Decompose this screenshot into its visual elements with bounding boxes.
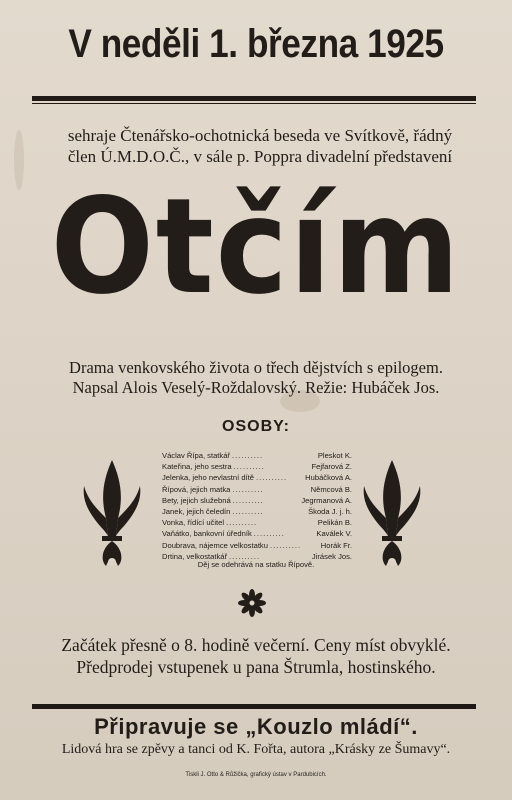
setting-note: Děj se odehrává na statku Řípově. xyxy=(197,560,315,569)
upcoming-play: Připravuje se „Kouzlo mládí“. xyxy=(94,714,418,739)
cast-role: Doubrava, nájemce velkostatku xyxy=(162,540,268,550)
cast-row: Vaňátko, bankovní úředník .......... Kaválek V. xyxy=(162,529,352,539)
subtitle-line-1: Drama venkovského života o třech dějstvích s epilogem. xyxy=(69,358,443,377)
star-flower-icon xyxy=(238,589,266,617)
cast-actor: Horák Fr. xyxy=(320,540,352,550)
cast-actor: Kaválek V. xyxy=(316,529,352,539)
divider-rule-top-thin xyxy=(32,103,476,104)
cast-row: Doubrava, nájemce velkostatku .......... Horák Fr. xyxy=(162,540,352,550)
cast-role: Vaňátko, bankovní úředník xyxy=(162,529,252,539)
cast-row: Drtina, velkostatkář .......... Jirásek Jos. xyxy=(162,551,352,561)
cast-row: Janek, jejich čeledín .......... Škoda J. j. h. xyxy=(162,507,352,517)
cast-role: Kateřina, jeho sestra xyxy=(162,462,232,472)
divider-rule-top xyxy=(32,96,476,101)
cast-row: Václav Řípa, statkář .......... Pleskot K. xyxy=(162,451,352,460)
fleur-de-lis-icon xyxy=(362,456,422,572)
play-title: Otčím xyxy=(50,170,462,324)
fleur-de-lis-icon xyxy=(82,456,142,572)
cast-list xyxy=(162,450,352,562)
subtitle-line-2: Napsal Alois Veselý-Roždalovský. Režie: Hubáček Jos. xyxy=(72,378,440,397)
info-line-1: Začátek přesně o 8. hodině večerní. Ceny míst obvyklé. xyxy=(61,635,451,655)
cast-role: Jelenka, jeho nevlastní dítě xyxy=(162,473,255,483)
headline-date: V neděli 1. března 1925 xyxy=(68,22,444,66)
cast-actor: Jirásek Jos. xyxy=(311,551,352,561)
intro-line-1: sehraje Čtenářsko-ochotnická beseda ve Svítkově, řádný xyxy=(67,126,453,145)
cast-role: Drtina, velkostatkář xyxy=(162,551,227,561)
cast-heading: OSOBY: xyxy=(222,418,290,435)
cast-actor: Škoda J. j. h. xyxy=(308,507,352,517)
cast-actor: Hubáčková A. xyxy=(305,473,352,483)
cast-row: Bety, jejich služebná .......... Jegrmanová A. xyxy=(162,495,352,505)
info-line-2: Předprodej vstupenek u pana Štrumla, hostinského. xyxy=(76,657,436,677)
cast-role: Řípová, jejich matka xyxy=(162,484,231,494)
intro-line-2: člen Ú.M.D.O.Č., v sále p. Poppra divadelní představení xyxy=(67,147,453,166)
cast-role: Václav Řípa, statkář xyxy=(162,451,230,460)
play-subtitle xyxy=(20,358,492,398)
cast-actor: Pleskot K. xyxy=(317,451,352,460)
cast-actor: Fejfarová Z. xyxy=(311,462,352,472)
cast-row: Řípová, jejich matka .......... Němcová B. xyxy=(162,484,352,494)
cast-role: Janek, jejich čeledín xyxy=(162,507,231,517)
upcoming-play-description: Lidová hra se zpěvy a tanci od K. Fořta, autora „Krásky ze Šumavy“. xyxy=(61,742,451,757)
cast-actor: Jegrmanová A. xyxy=(301,495,352,505)
divider-rule-bottom xyxy=(32,704,476,709)
cast-row: Kateřina, jeho sestra .......... Fejfarová Z. xyxy=(162,462,352,472)
printer-credit: Tiskli J. Otto & Růžička, grafický ústav v Pardubicích. xyxy=(185,772,327,778)
cast-role: Vonka, řídící učitel xyxy=(162,518,225,528)
cast-actor: Němcová B. xyxy=(310,484,352,494)
cast-role: Bety, jejich služebná xyxy=(162,495,231,505)
cast-actor: Pelikán B. xyxy=(317,518,352,528)
cast-row: Vonka, řídící učitel .......... Pelikán B. xyxy=(162,518,352,528)
cast-row: Jelenka, jeho nevlastní dítě .......... Hubáčková A. xyxy=(162,473,352,483)
event-info xyxy=(20,634,492,678)
intro-text xyxy=(30,125,490,167)
